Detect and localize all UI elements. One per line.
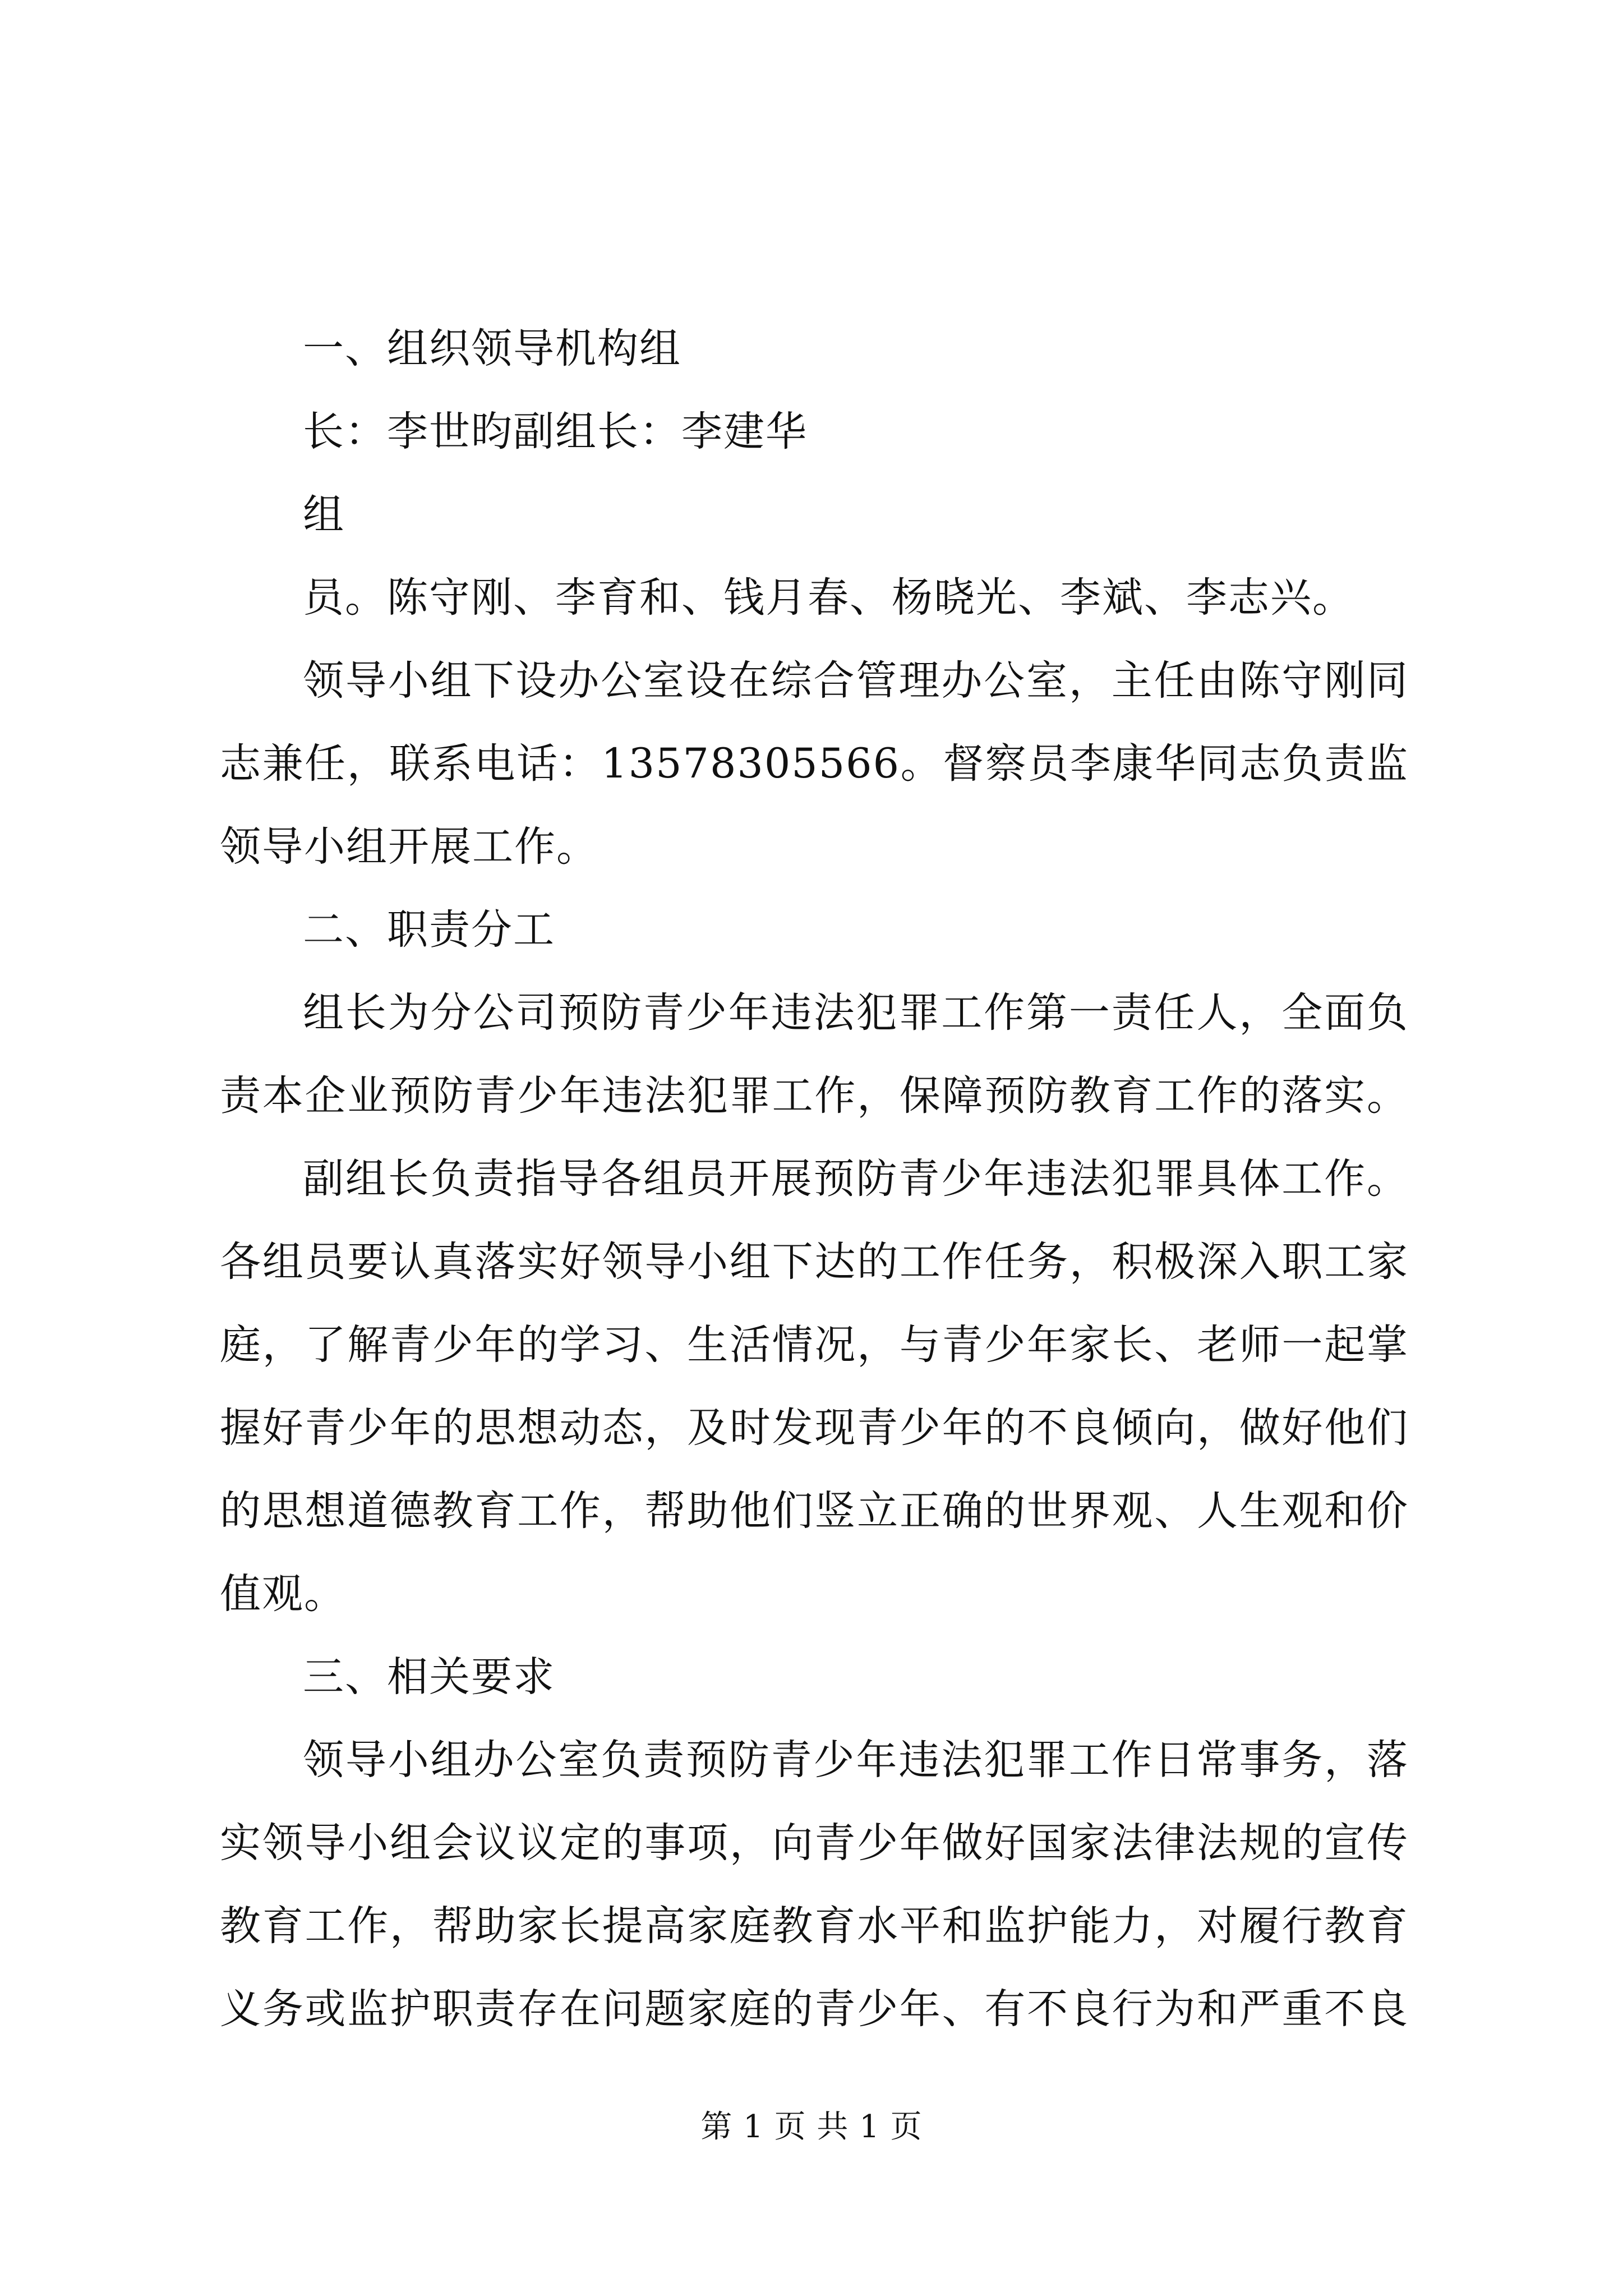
- text-line: 庭，了解青少年的学习、生活情况，与青少年家长、老师一起掌: [220, 1321, 1409, 1369]
- text-line: 各组员要认真落实好领导小组下达的工作任务，积极深入职工家: [220, 1238, 1409, 1286]
- page-number-footer: 第 1 页 共 1 页: [700, 2109, 923, 2145]
- text-line: 领导小组下设办公室设在综合管理办公室，主任由陈守刚同: [303, 657, 1409, 705]
- text-line: 志兼任，联系电话：13578305566。督察员李康华同志负责监: [220, 740, 1409, 788]
- text-line: 握好青少年的思想动态，及时发现青少年的不良倾向，做好他们: [220, 1404, 1409, 1452]
- text-line: 领导小组开展工作。: [220, 823, 598, 871]
- text-line: 领导小组办公室负责预防青少年违法犯罪工作日常事务，落: [303, 1736, 1409, 1784]
- text-line: 副组长负责指导各组员开展预防青少年违法犯罪具体工作。: [303, 1155, 1409, 1203]
- text-line: 值观。: [220, 1570, 346, 1618]
- text-line: 组: [303, 491, 345, 539]
- text-line: 教育工作，帮助家长提高家庭教育水平和监护能力，对履行教育: [220, 1902, 1409, 1950]
- heading-requirements: 三、相关要求: [303, 1653, 555, 1701]
- text-line: 员。陈守刚、李育和、钱月春、杨晓光、李斌、李志兴。: [303, 574, 1354, 622]
- text-line: 组长为分公司预防青少年违法犯罪工作第一责任人，全面负: [303, 989, 1409, 1037]
- text-line: 义务或监护职责存在问题家庭的青少年、有不良行为和严重不良: [220, 1985, 1409, 2033]
- text-line: 的思想道德教育工作，帮助他们竖立正确的世界观、人生观和价: [220, 1487, 1409, 1535]
- text-line: 长：李世昀副组长：李建华: [303, 408, 808, 455]
- heading-organization: 一、组织领导机构组: [303, 325, 681, 372]
- text-line: 实领导小组会议议定的事项，向青少年做好国家法律法规的宣传: [220, 1819, 1409, 1867]
- text-line: 责本企业预防青少年违法犯罪工作，保障预防教育工作的落实。: [220, 1072, 1409, 1120]
- heading-responsibilities: 二、职责分工: [303, 906, 555, 954]
- document-body: [220, 307, 1409, 2051]
